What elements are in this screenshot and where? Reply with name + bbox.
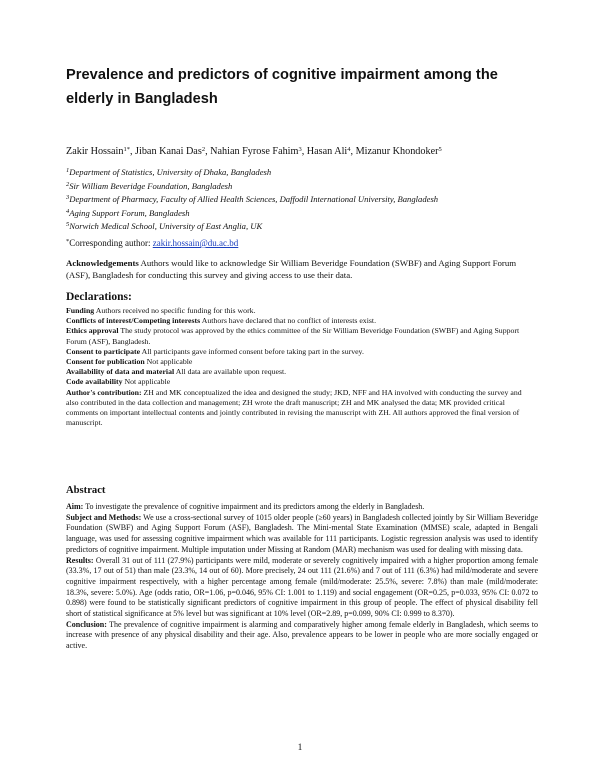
author-name: Jiban Kanai Das xyxy=(135,146,202,157)
acknowledgements-heading: Acknowledgements xyxy=(66,258,139,268)
abstract-section-label: Conclusion: xyxy=(66,619,107,629)
author-name: Mizanur Khondoker xyxy=(355,146,439,157)
declaration-item xyxy=(66,326,536,346)
abstract-section xyxy=(66,556,538,620)
affiliation-text: Department of Pharmacy, Faculty of Allied Health Sciences, Daffodil International University, Bangladesh xyxy=(69,194,439,205)
declaration-text: All data are available upon request. xyxy=(175,367,287,377)
declaration-item xyxy=(66,306,536,316)
declaration-item xyxy=(66,316,536,326)
author-affiliation-mark: 1* xyxy=(123,146,130,153)
abstract-section xyxy=(66,513,538,556)
affiliation-mark: 4 xyxy=(66,207,70,215)
declaration-label: Author's contribution: xyxy=(66,387,142,397)
declaration-label: Funding xyxy=(66,306,95,315)
affiliation-mark: 2 xyxy=(66,180,70,188)
affiliation-list xyxy=(66,165,546,233)
corresponding-label: Corresponding author: xyxy=(69,238,153,248)
abstract-section-label: Results: xyxy=(66,555,94,565)
author-name: Zakir Hossain xyxy=(66,146,124,157)
declarations-list xyxy=(66,306,536,428)
abstract-section xyxy=(66,620,538,652)
declaration-label: Consent for publication xyxy=(66,357,145,367)
abstract-section xyxy=(66,502,538,513)
acknowledgements-text: Authors would like to acknowledge Sir William Beveridge Foundation (SWBF) and Aging Support Forum (ASF), Bangladesh for conducting this survey and giving access to use their data. xyxy=(66,258,517,280)
abstract-section-text: The prevalence of cognitive impairment is alarming and comparatively higher among female elderly in Bangladesh, which seems to increase with presence of any physical disability and their age. Also, prevalence appears to be lower in people who are more socially engaged or active. xyxy=(66,619,538,651)
declarations-heading: Declarations: xyxy=(66,291,132,303)
declaration-item xyxy=(66,357,536,367)
declaration-label: Code availability xyxy=(66,377,123,387)
affiliation-text: Aging Support Forum, Bangladesh xyxy=(69,207,190,218)
declaration-text: Authors have declared that no conflict of interests exist. xyxy=(201,316,377,326)
affiliation-item xyxy=(66,219,546,233)
page-number: 1 xyxy=(297,743,303,753)
abstract-section-text: To investigate the prevalence of cognitive impairment and its predictors among the elderly in Bangladesh. xyxy=(85,502,425,511)
author-name: Nahian Fyrose Fahim xyxy=(210,146,299,157)
declaration-item xyxy=(66,347,536,357)
declaration-text: The study protocol was approved by the ethics committee of the Sir William Beveridge Foundation (SWBF) and Aging Support Forum (ASF), Bangladesh. xyxy=(66,326,520,346)
declaration-item xyxy=(66,377,536,387)
affiliation-item xyxy=(66,165,546,179)
author-affiliation-mark: 4 xyxy=(347,146,351,153)
affiliation-mark: 5 xyxy=(66,221,70,229)
declaration-label: Consent to participate xyxy=(66,346,141,356)
declaration-label: Ethics approval xyxy=(66,326,119,336)
acknowledgements xyxy=(66,258,526,281)
abstract-heading: Abstract xyxy=(66,485,106,496)
affiliation-mark: 3 xyxy=(66,194,70,202)
declaration-label: Availability of data and material xyxy=(66,367,175,377)
abstract-section-text: Overall 31 out of 111 (27.9%) participants were mild, moderate or severely cognitively impaired with a higher proportion among female (33.3%, 17 out of 51) than male (23.3%, 14 out of 60). More precisely, 24 out 111 (21.6%) and 7 out of 111 (6.3%) had mild/moderate and severe cognitive impairment respectively, with a higher percentage among female (mild/moderate: 25.5%, severe: 7.8%) than male (mild/moderate: 18.3%, severe: 5.0%). Age (odds ratio, OR=1.06, p=0.046, 95% CI: 1.001 to 1.119) and social engagement (OR=0.25, p=0.033, 95% CI: 0.072 to 0.898) were found to be statistically significant predictors of cognitive impairment in this group of people. The effect of physical disability fell short of statistical significance at 5% level but was significant at 10% level (OR=2.89, p=0.099, 90% CI: 0.999 to 8.370). xyxy=(66,555,539,619)
declaration-text: Not applicable xyxy=(146,357,193,367)
abstract-body xyxy=(66,502,538,652)
author-affiliation-mark: 2 xyxy=(201,146,206,153)
abstract-section-text: We use a cross-sectional survey of 1015 older people (≥60 years) in Bangladesh collected jointly by Sir William Beveridge Foundation (SWBF) and Aging Support Forum (ASF), Bangladesh. The Mini-mental State Examination (MMSE) scale, adapted in Bengali language, was used for assessing cognitive impairment which was available for 111 participants. Logistic regression analysis was used to identify predictors of cognitive impairment. Multiple imputation under Missing at Random (MAR) mechanism was used for dealing with missing data. xyxy=(66,512,538,554)
author-affiliation-mark: 3 xyxy=(298,146,302,153)
affiliation-mark: 1 xyxy=(66,167,70,174)
author-name: Hasan Ali xyxy=(306,146,348,157)
corresponding-email-link[interactable]: zakir.hossain@du.ac.bd xyxy=(152,238,239,248)
abstract-section-label: Aim: xyxy=(66,502,84,511)
declaration-text: Authors received no specific funding for this work. xyxy=(95,306,256,315)
affiliation-item xyxy=(66,192,546,206)
declaration-item xyxy=(66,388,536,429)
corresponding-author xyxy=(66,236,546,249)
declaration-label: Conflicts of interest/Competing interests xyxy=(66,316,201,326)
declaration-text: ZH and MK conceptualized the idea and designed the study; JKD, NFF and HA involved with conducting the survey and also contributed in the data collection and management; ZH wrote the draft manuscript; ZH and MK analysed the data; MK provided critical comments on important intellectual contents and jointly contributed in revising the manuscript with ZH. All authors approved the final version of manuscript. xyxy=(66,387,522,428)
abstract-section-label: Subject and Methods: xyxy=(66,512,142,522)
corresponding-mark: * xyxy=(66,238,70,245)
affiliation-text: Norwich Medical School, University of East Anglia, UK xyxy=(69,221,263,232)
author-list: Zakir Hossain$^{1*}$, Jiban Kanai Das$^2$, Nahian Fyrose Fahim$^3$, Hasan Ali$^4$, Mizanur Khondoker$^5$ xyxy=(66,146,442,157)
declaration-item xyxy=(66,367,536,377)
declaration-text: Not applicable xyxy=(124,377,171,387)
author-affiliation-mark: 5 xyxy=(438,146,442,153)
affiliation-item xyxy=(66,206,546,220)
paper-title: Prevalence and predictors of cognitive impairment among the elderly in Bangladesh xyxy=(66,67,498,107)
affiliation-item xyxy=(66,179,546,193)
affiliation-text: Sir William Beveridge Foundation, Bangladesh xyxy=(69,180,233,191)
declaration-text: All participants gave informed consent before taking part in the survey. xyxy=(141,346,364,356)
affiliation-text: Department of Statistics, University of Dhaka, Bangladesh xyxy=(69,167,272,177)
